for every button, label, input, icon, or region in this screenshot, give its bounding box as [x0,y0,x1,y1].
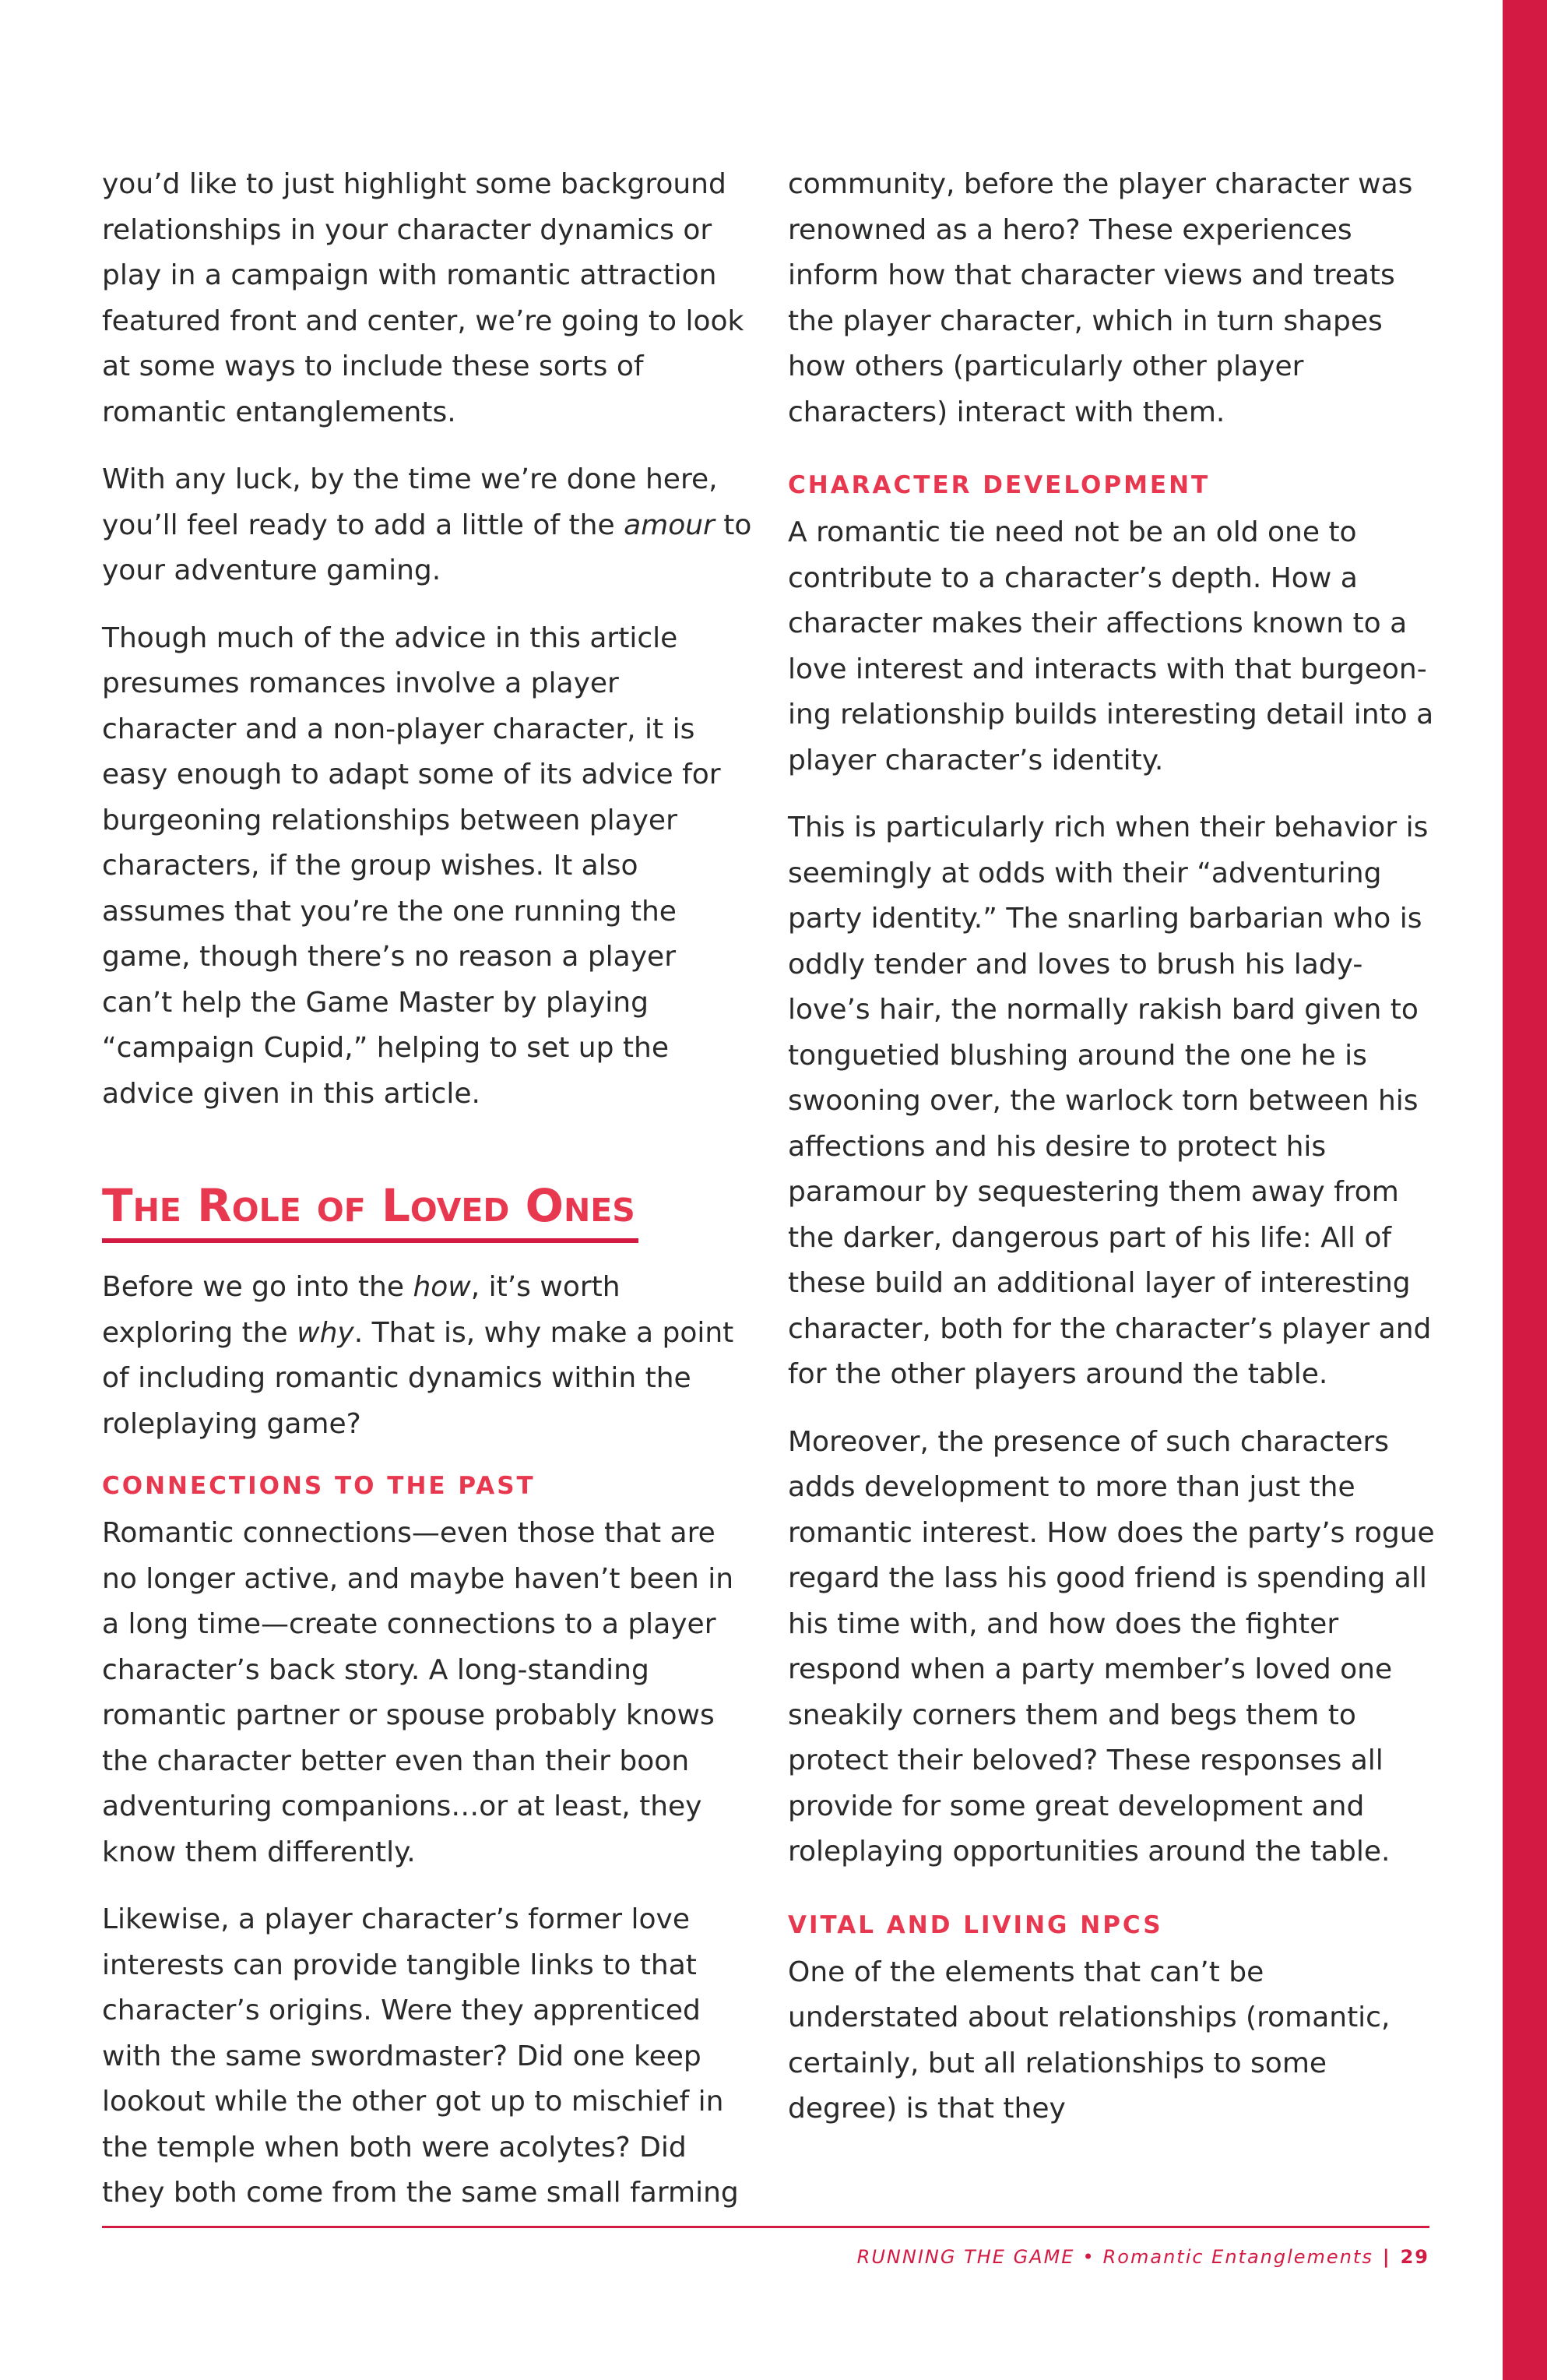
footer-separator: • [1082,2246,1095,2268]
paragraph: Romantic connections—even those that are no longer active, and maybe haven’t been in a long time—create connections to a player character’s back story. A long-standing romantic partner or spouse probably knows the character better even than their boon adventuring companions…or at least, they know them differently. [102,1517,734,1868]
side-color-bar [1503,0,1547,2380]
emphasis-text: how [413,1271,471,1303]
paragraph: A romantic tie need not be an old one to contribute to a character’s depth. How a character makes their affections known to a love interest and interacts with that burgeoning relationship builds interesting detail into a player character’s identity. [788,516,1434,776]
text-run: . That is, why make a point of including romantic dynamics within the roleplaying game? [102,1316,734,1440]
text-run: Before we go into the [102,1271,413,1303]
left-column [102,162,754,2238]
subheading: CHARACTER DEVELOPMENT [788,471,1211,499]
footer-divider: | [1382,2246,1391,2268]
paragraph: Though much of the advice in this article presumes romances involve a player character and a non-player character, it is easy enough to adapt some of its advice for burgeoning relationships between player characters, if the group wishes. It also assumes that you’re the one running the game, though there’s no reason a player can’t help the Game Master by playing “campaign Cupid,” helping to set up the advice given in this article. [102,621,721,1110]
paragraph: Likewise, a player character’s former love interests can provide tangible links to that character’s origins. Were they apprenticed with the same swordmaster? Did one keep lookout while the other got up to mischief in the temple when both were acolytes? Did they both come from the same small farming [102,1903,739,2209]
footer-article: Romantic Entanglements [1102,2246,1373,2268]
paragraph: community, before the player character was renowned as a hero? These experiences inform how that character views and treats the player character, which in turn shapes how others (particularly other player characters) interact with them. [788,168,1413,428]
paragraph [102,457,754,594]
subheading: VITAL AND LIVING NPCS [788,1910,1163,1939]
footer-section: RUNNING THE GAME [856,2246,1075,2268]
paragraph: One of the elements that can’t be understated about relationships (romantic, certainly, but all relationships to some degree) is that they [788,1956,1391,2125]
subheading: CONNECTIONS TO THE PAST [102,1472,536,1500]
emphasis-text: why [297,1316,354,1349]
running-footer [857,2243,1429,2271]
paragraph [102,1265,754,1447]
paragraph: Moreover, the presence of such characters adds development to more than just the romantic interest. How does the party’s rogue regard the lass his good friend is spending all his time with, and how does the fighter respond when a party member’s loved one sneakily corners them and begs them to protect their beloved? These responses all provide for some great development and roleplaying opportunities around the table. [788,1425,1435,1868]
text-run: , it’s worth exploring the [102,1271,621,1349]
paragraph: This is particularly rich when their behavior is seemingly at odds with their “adventuring party identity.” The snarling barbarian who is oddly tender and loves to brush his lady-love’s hair, the normally rakish bard given to tonguetied blushing around the one he is swooning over, the warlock torn between his affections and his desire to protect his paramour by sequestering them away from the darker, dangerous part of his life: All of these build an additional layer of interesting character, both for the character’s player and for the other players around the table. [788,812,1432,1390]
text-run: With any luck, by the time we’re done here, you’ll feel ready to add a little of the [102,463,718,541]
paragraph: you’d like to just highlight some background relationships in your character dynamics or play in a campaign with romantic attraction featured front and center, we’re going to look at some ways to include these sorts of romantic entanglements. [102,168,744,428]
section-heading: The Role of Loved Ones [102,1176,638,1243]
text-run: to your adventure gaming. [102,509,752,586]
footer-rule [102,2226,1429,2228]
page-number: 29 [1400,2246,1429,2268]
right-column [788,162,1440,2154]
emphasis-text: amour [624,509,715,541]
